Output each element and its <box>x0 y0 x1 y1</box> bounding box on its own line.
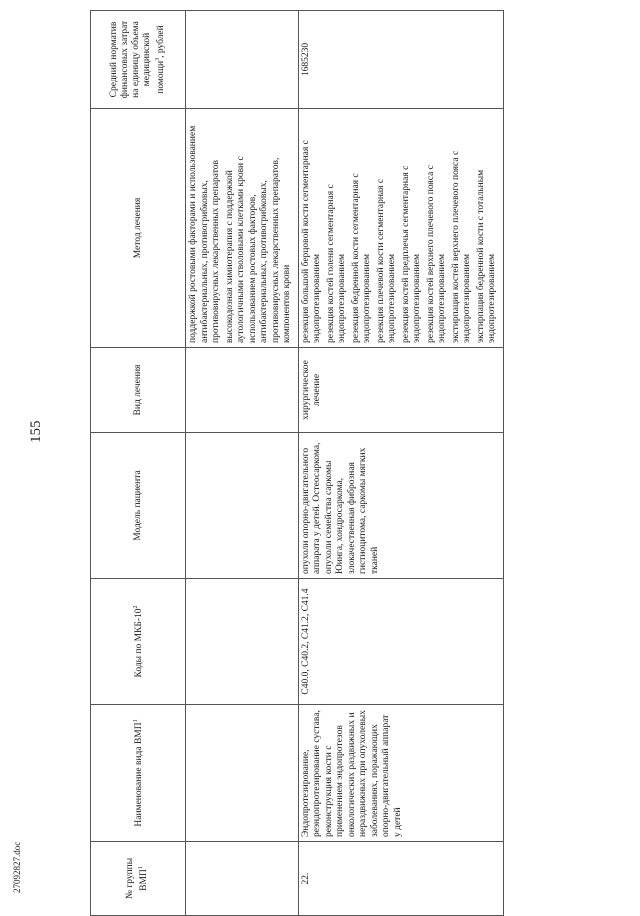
method-item: резекция костей голени сегментарная с эндопротезированием <box>325 184 347 343</box>
header-norm: Средний норматив финансовых затрат на единицу объема медицинской помощи$^3$, рублей <box>91 11 186 109</box>
file-name: 27092827.doc <box>12 841 22 893</box>
method-item: резекция большой берцовой кости сегментарная с эндопротезированием <box>300 140 322 343</box>
continued-methods-cell <box>186 109 299 348</box>
header-model: Модель пациента <box>91 433 186 579</box>
method-item: поддержкой ростовыми факторами и использованием антибактериальных, противогрибковых, противовирусных лекарственных препаратов <box>188 125 221 343</box>
method-item: резекция костей верхнего плечевого пояса с эндопротезированием <box>425 165 447 343</box>
cell-type: хирургическое лечение <box>298 348 503 433</box>
header-method: Метод лечения <box>91 109 186 348</box>
method-item: резекция костей предплечья сегментарная с эндопротезированием <box>400 165 422 343</box>
page-number: 155 <box>28 420 44 443</box>
rotated-table-container <box>90 11 630 916</box>
method-item: резекция бедренной кости сегментарная с эндопротезированием <box>350 173 372 343</box>
cell-methods <box>298 109 503 348</box>
header-type: Вид лечения <box>91 348 186 433</box>
vmp-table <box>90 10 504 916</box>
cell-group-no: 22. <box>298 842 503 916</box>
continued-row <box>186 11 299 916</box>
table-row <box>298 11 503 916</box>
header-group-no: № группы ВМП$^1$ <box>91 842 186 916</box>
table-header-row <box>91 11 186 916</box>
header-name: Наименование вида ВМП$^1$ <box>91 705 186 842</box>
cell-norm: 1685230 <box>298 11 503 109</box>
cell-name: Эндопротезирование, реэндопротезирование сустава, реконструкция кости с применением эндопротезов онкологических раздвижных и нераздвижных при опухолевых заболеваниях, поражающих опорно-двигательный аппарат у детей <box>298 705 503 842</box>
cell-model: опухоли опорно-двигательного аппарата у детей. Остеосаркома, опухоли семейства саркомы Юинга, хондросаркома, злокачественная фиброзная гистиоцитома, саркомы мягких тканей <box>298 433 503 579</box>
method-item: экстирпация костей верхнего плечевого пояса с эндопротезированием <box>450 150 472 343</box>
method-item: экстирпация бедренной кости с тотальным эндопротезированием <box>475 169 497 343</box>
cell-codes: C40.0, C40.2, C41.2, C41.4 <box>298 579 503 705</box>
method-item: высокодозная химиотерапия с поддержкой аутологичными стволовыми клетками крови с использованием ростовых факторов, антибактериальных, противогрибковых, противовирусных лекарственных препаратов, компонентов крови <box>224 156 292 343</box>
method-item: резекция плечевой кости сегментарная с эндопротезированием <box>375 178 397 343</box>
header-codes: Коды по МКБ-$10^2$ <box>91 579 186 705</box>
